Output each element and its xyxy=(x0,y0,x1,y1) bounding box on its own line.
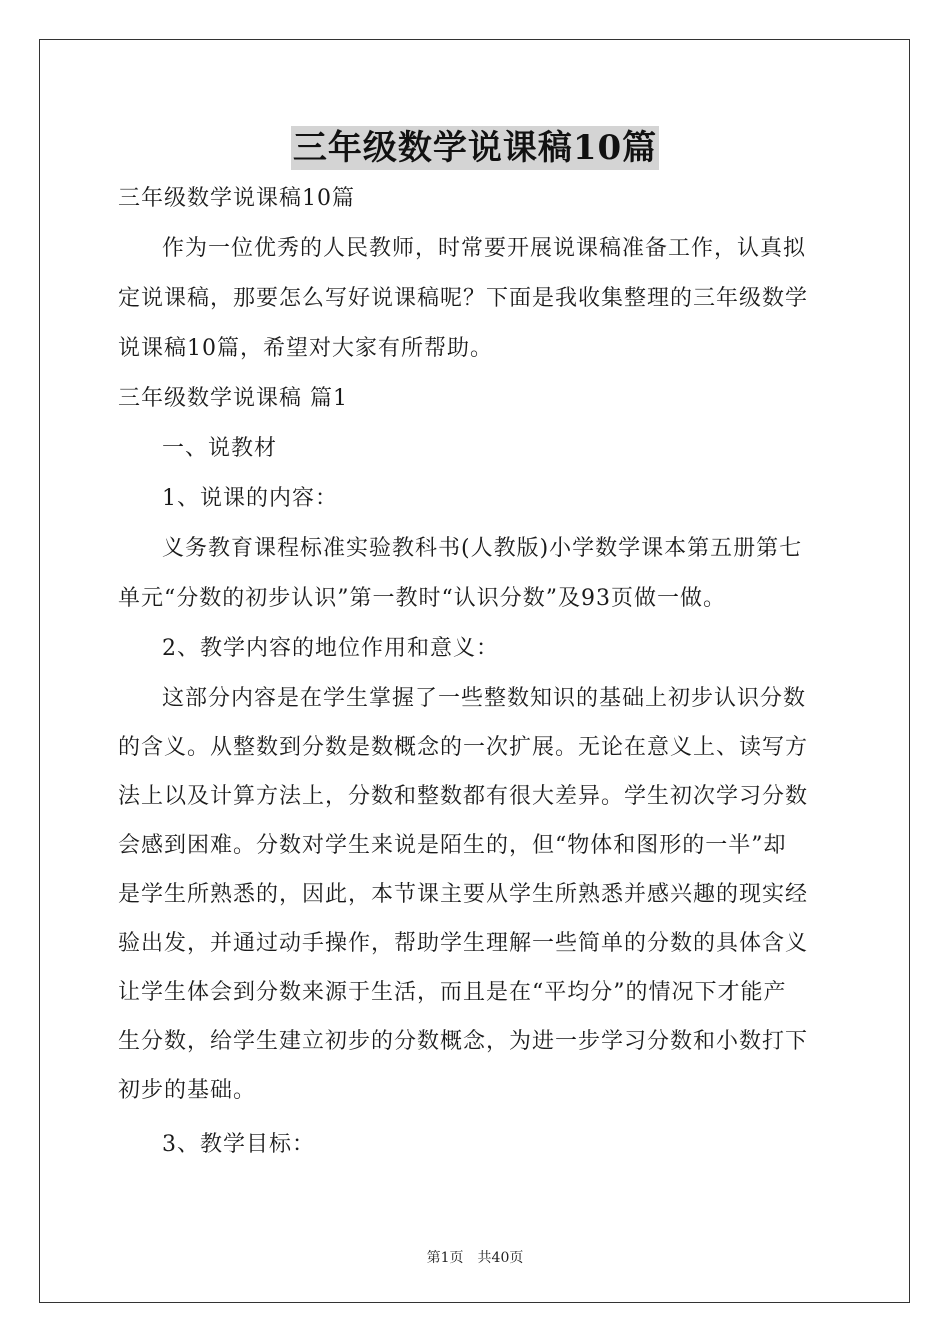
page-footer xyxy=(0,1247,950,1267)
paragraph-line: 定说课稿，那要怎么写好说课稿呢？下面是我收集整理的三年级数学 xyxy=(118,286,809,311)
paragraph-line: 的含义。从整数到分数是数概念的一次扩展。无论在意义上、读写方 xyxy=(118,735,809,760)
paragraph-line: 作为一位优秀的人民教师，时常要开展说课稿准备工作，认真拟 xyxy=(162,236,807,261)
page-number: 第1页 xyxy=(426,1250,464,1266)
paragraph-line: 单元“分数的初步认识”第一教时“认识分数”及93页做一做。 xyxy=(118,586,726,611)
paragraph-line: 这部分内容是在学生掌握了一些整数知识的基础上初步认识分数 xyxy=(162,686,807,711)
item-heading: 2、教学内容的地位作用和意义： xyxy=(162,636,499,661)
subtitle-line: 三年级数学说课稿10篇 xyxy=(118,186,355,211)
page-total: 共40页 xyxy=(477,1250,524,1266)
paragraph-line: 让学生体会到分数来源于生活，而且是在“平均分”的情况下才能产 xyxy=(118,980,787,1005)
paragraph-line: 说课稿10篇，希望对大家有所帮助。 xyxy=(118,336,493,361)
item-heading: 3、教学目标： xyxy=(162,1132,315,1157)
paragraph-line: 法上以及计算方法上，分数和整数都有很大差异。学生初次学习分数 xyxy=(118,784,809,809)
paragraph-line: 生分数，给学生建立初步的分数概念，为进一步学习分数和小数打下 xyxy=(118,1029,809,1054)
paragraph-line: 验出发，并通过动手操作，帮助学生理解一些简单的分数的具体含义 xyxy=(118,931,809,956)
page-border xyxy=(39,39,910,1303)
document-title: 三年级数学说课稿10篇 xyxy=(292,128,658,168)
paragraph-line: 会感到困难。分数对学生来说是陌生的，但“物体和图形的一半”却 xyxy=(118,833,787,858)
item-heading: 1、说课的内容： xyxy=(162,486,338,511)
title-container xyxy=(0,126,950,170)
section-subheading: 一、说教材 xyxy=(162,436,278,461)
paragraph-line: 义务教育课程标准实验教科书(人教版)小学数学课本第五册第七 xyxy=(162,536,803,561)
section-heading: 三年级数学说课稿 篇1 xyxy=(118,386,348,411)
paragraph-line: 初步的基础。 xyxy=(118,1078,257,1103)
paragraph-line: 是学生所熟悉的，因此，本节课主要从学生所熟悉并感兴趣的现实经 xyxy=(118,882,809,907)
